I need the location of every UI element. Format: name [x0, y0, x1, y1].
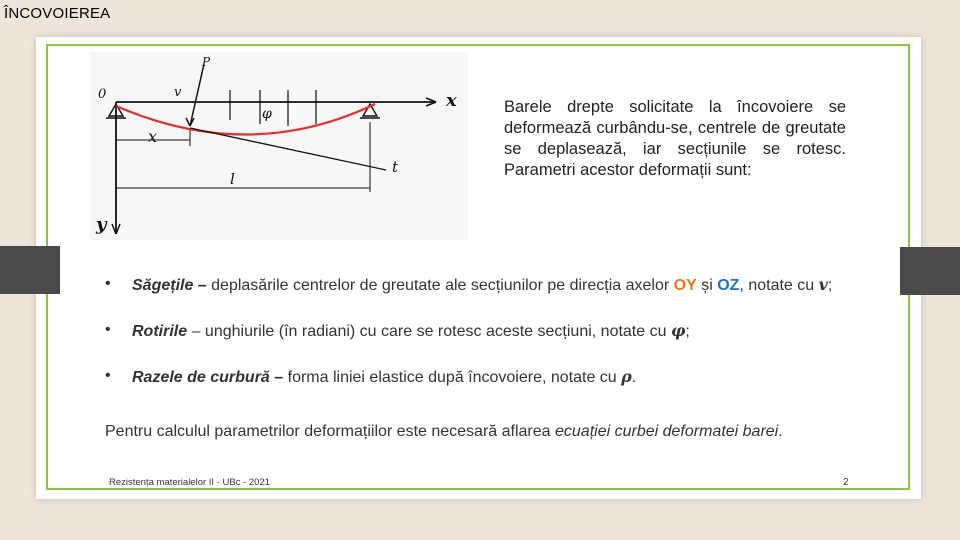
axis-oy: OY	[673, 277, 697, 294]
label-section: x	[148, 127, 158, 146]
label-force: P	[202, 55, 211, 69]
list-item	[105, 275, 875, 299]
bullet-list	[105, 275, 875, 413]
label-origin: 0	[98, 87, 107, 102]
symbol-rho: ρ	[621, 367, 632, 386]
list-item	[105, 321, 875, 345]
label-deflection: v	[174, 85, 182, 100]
bullet-marker: •	[105, 275, 111, 292]
force-arrow-head	[186, 118, 190, 126]
footer-text: Rezistența materialelor II - UBc - 2021	[109, 477, 271, 488]
force-arrow	[190, 64, 204, 126]
right-tab-decoration	[900, 247, 960, 295]
label-angle: φ	[262, 106, 272, 122]
bullet-term: Razele de curbură –	[132, 369, 284, 386]
beam-deflection-diagram	[90, 52, 468, 240]
bullet-end: ;	[685, 323, 690, 340]
bullet-text: deplasările centrelor de greutate ale secțiunilor pe direcția axelor	[206, 277, 674, 294]
slide-heading: ÎNCOVOIEREA	[4, 5, 111, 22]
bullet-marker: •	[105, 367, 111, 384]
bullet-marker: •	[105, 321, 111, 338]
axis-oz: OZ	[717, 277, 740, 294]
bullet-end: ;	[827, 277, 833, 294]
symbol-phi: φ	[670, 321, 686, 340]
label-y-axis: y	[96, 214, 107, 235]
conclusion-italic: ecuației curbei deformatei barei	[555, 423, 779, 440]
list-item	[105, 367, 875, 391]
conclusion-text: Pentru calculul parametrilor deformațiilor este necesară aflarea	[105, 423, 555, 440]
symbol-v: v	[818, 275, 828, 294]
bullet-term: Rotirile	[132, 323, 188, 340]
bullet-term: Săgețile –	[132, 277, 207, 294]
bullet-text: și	[696, 277, 718, 294]
page-number: 2	[843, 477, 849, 488]
bullet-text: forma liniei elastice după încovoiere, notate cu	[283, 369, 622, 386]
bullet-text: , notate cu	[739, 277, 819, 294]
tangent-line	[190, 128, 386, 170]
label-length: l	[230, 170, 235, 188]
left-tab-decoration	[0, 246, 60, 294]
conclusion-sentence	[105, 423, 783, 441]
label-x-axis: x	[446, 90, 457, 111]
label-tangent: t	[392, 158, 399, 176]
intro-paragraph: Barele drepte solicitate la încovoiere se deformează curbându-se, centrele de greutate se deplasează, iar secțiunile se rotesc. Parametri acestor deformații sunt:	[504, 98, 846, 179]
bullet-text: – unghiurile (în radiani) cu care se rotesc aceste secțiuni, notate cu	[187, 323, 671, 340]
conclusion-end: .	[778, 423, 783, 440]
bullet-end: .	[631, 369, 637, 386]
